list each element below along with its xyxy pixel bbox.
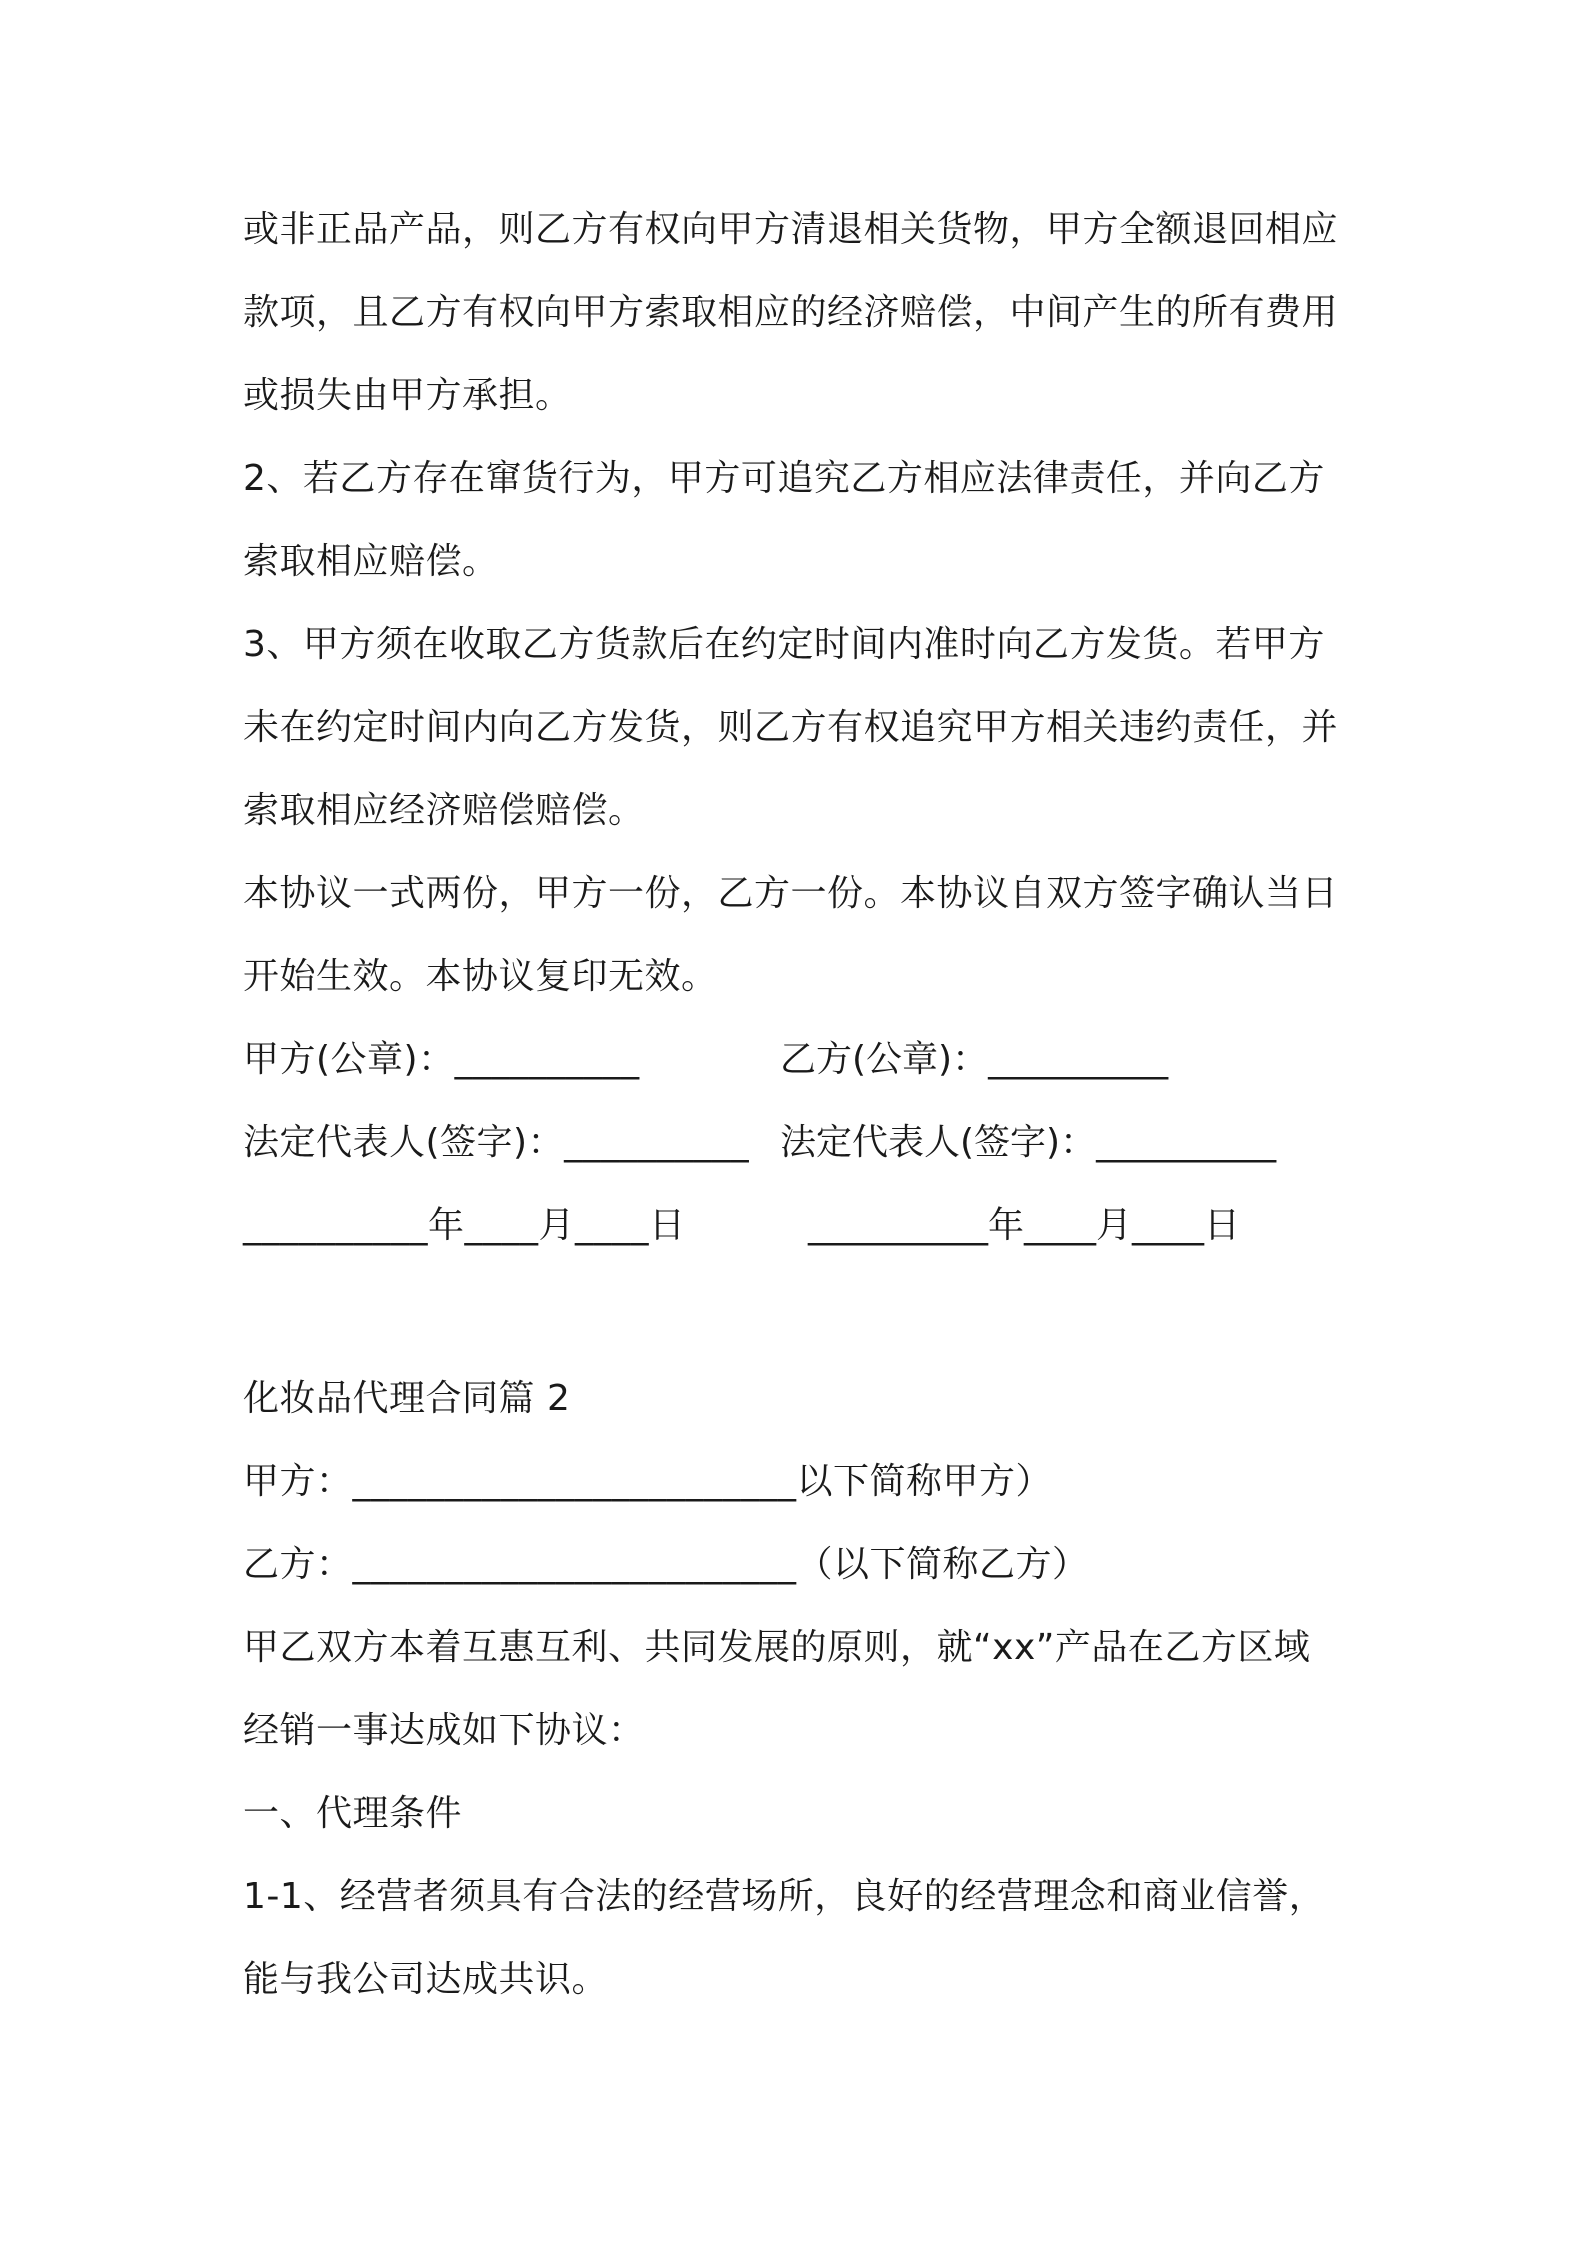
body-line-5: 索取相应赔偿。 [243,541,499,582]
party-a-seal: 甲方(公章)：__________ [243,1039,640,1080]
clause-1-1-line-1: 1-1、经营者须具有合法的经营场所，良好的经营理念和商业信誉， [243,1876,1326,1917]
party-b-seal: 乙方(公章)：__________ [780,1039,1169,1080]
clause-1-1-line-2: 能与我公司达成共识。 [243,1959,609,2000]
body-line-3: 或损失由甲方承担。 [243,375,572,416]
body-line-6: 3、甲方须在收取乙方货款后在约定时间内准时向乙方发货。若甲方 [243,624,1325,665]
body-line-4: 2、若乙方存在窜货行为，甲方可追究乙方相应法律责任，并向乙方 [243,458,1325,499]
intro-line-1: 甲乙双方本着互惠互利、共同发展的原则，就“xx”产品在乙方区域 [243,1627,1311,1668]
body-line-7: 未在约定时间内向乙方发货，则乙方有权追究甲方相关违约责任，并 [243,707,1339,748]
body-line-2: 款项，且乙方有权向甲方索取相应的经济赔偿，中间产生的所有费用 [243,292,1339,333]
party-a-date: __________年____月____日 [243,1205,686,1246]
body-line-8: 索取相应经济赔偿赔偿。 [243,790,645,831]
section-title: 化妆品代理合同篇 2 [243,1378,571,1419]
party-b-representative: 法定代表人(签字)：__________ [780,1122,1277,1163]
heading-agency-conditions: 一、代理条件 [243,1793,463,1834]
body-line-10: 开始生效。本协议复印无效。 [243,956,718,997]
body-line-9: 本协议一式两份，甲方一份，乙方一份。本协议自双方签字确认当日 [243,873,1339,914]
party-b-line: 乙方：________________________（以下简称乙方） [243,1544,1089,1585]
party-a-line: 甲方：________________________以下简称甲方） [243,1461,1053,1502]
party-b-date: __________年____月____日 [808,1205,1240,1246]
body-line-1: 或非正品产品，则乙方有权向甲方清退相关货物，甲方全额退回相应 [243,209,1339,250]
intro-line-2: 经销一事达成如下协议： [243,1710,645,1751]
party-a-representative: 法定代表人(签字)：__________ [243,1122,750,1163]
